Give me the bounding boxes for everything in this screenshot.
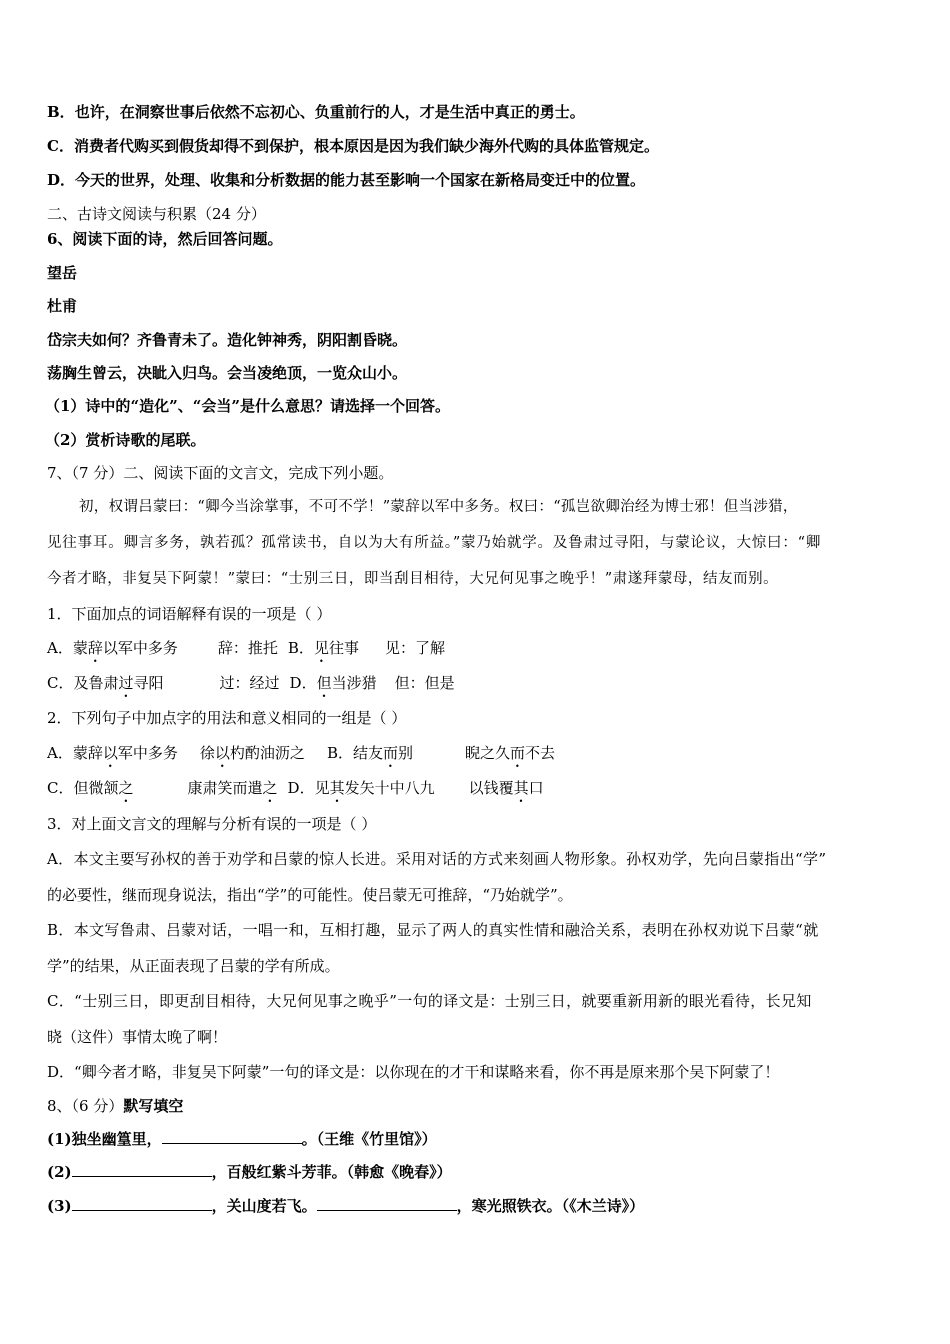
q8-title: 默写填空 bbox=[123, 1097, 184, 1115]
sub2-row2 bbox=[47, 778, 544, 806]
option-label: C． bbox=[47, 137, 74, 155]
dotted-word: 其 bbox=[329, 779, 345, 797]
option-label: A． bbox=[47, 639, 73, 657]
option-label: D． bbox=[289, 674, 317, 692]
option-text: 康肃笑而遣 bbox=[187, 779, 263, 797]
poem-line: 荡胸生曾云，决眦入归鸟。会当凌绝顶，一览众山小。 bbox=[47, 364, 408, 382]
q8-score: 8、（6 分） bbox=[47, 1097, 124, 1115]
passage-line: 见往事耳。卿言多务，孰若孤？孤常读书，自以为大有所益。”蒙乃始就学。及鲁肃过寻阳，与蒙论议，大惊曰：“卿 bbox=[47, 535, 822, 551]
option-label: B． bbox=[326, 744, 353, 762]
q6-prompt: 6、阅读下面的诗，然后回答问题。 bbox=[47, 230, 283, 248]
option-text: 见 bbox=[314, 779, 330, 797]
option-text: 睨之久 bbox=[465, 744, 511, 762]
item-text: 独坐幽篁里， bbox=[71, 1130, 162, 1148]
option-text: 军中多务 bbox=[117, 744, 178, 762]
dotted-word: 而 bbox=[382, 744, 398, 762]
fill-blank[interactable] bbox=[162, 1129, 302, 1144]
item-number: (3) bbox=[47, 1197, 72, 1215]
option-text: 以钱覆 bbox=[468, 779, 514, 797]
dotted-word: 过 bbox=[118, 674, 134, 692]
q5-option-b bbox=[47, 102, 585, 122]
dotted-word: 但 bbox=[316, 674, 332, 692]
q8-item-1 bbox=[47, 1129, 437, 1149]
sub3-option-line: 晓（这件）事情太晚了啊！ bbox=[47, 1028, 228, 1046]
sub3-option-line: C．“士别三日，即更刮目相待，大兄何见事之晚乎”一句的译文是：士别三日，就要重新用新的眼光看待，长兄知 bbox=[47, 992, 812, 1010]
sub3-option-line: D．“卿今者才略，非复吴下阿蒙”一句的译文是：以你现在的才干和谋略来看，你不再是原来那个吴下阿蒙了！ bbox=[47, 1063, 780, 1081]
option-note: 过：经过 bbox=[219, 674, 280, 692]
q8-item-2 bbox=[47, 1162, 452, 1182]
q5-option-c bbox=[47, 136, 659, 156]
option-text: 不去 bbox=[525, 744, 556, 762]
fill-blank[interactable] bbox=[317, 1196, 457, 1211]
sub1-stem: 1．下面加点的词语解释有误的一项是（ ） bbox=[47, 605, 332, 623]
q8-prompt bbox=[47, 1096, 183, 1116]
option-note: 但：但是 bbox=[394, 674, 455, 692]
item-text: ，百般红紫斗芳菲。（韩愈《晚春》） bbox=[211, 1163, 452, 1181]
sub3-option-line: A．本文主要写孙权的善于劝学和吕蒙的惊人长进。采用对话的方式来刻画人物形象。孙权劝学，先向吕蒙指出“学” bbox=[47, 850, 827, 868]
passage-line: 初，权谓吕蒙曰：“卿今当涂掌事，不可不学！”蒙辞以军中多务。权曰：“孤岂欲卿治经为博士邪！但当涉猎， bbox=[79, 499, 798, 515]
q6-question-1: （1）诗中的“造化”、“会当”是什么意思？请选择一个回答。 bbox=[45, 397, 450, 415]
option-note: 辞：推托 bbox=[217, 639, 278, 657]
option-text: 徐 bbox=[199, 744, 215, 762]
option-text: 杓酌油沥之 bbox=[229, 744, 305, 762]
option-text: 往事 bbox=[328, 639, 359, 657]
option-note: 见：了解 bbox=[384, 639, 445, 657]
poem-title: 望岳 bbox=[47, 264, 78, 282]
option-text: 及鲁肃 bbox=[73, 674, 119, 692]
option-text: 蒙 bbox=[72, 639, 88, 657]
q6-question-2: （2）赏析诗歌的尾联。 bbox=[45, 431, 206, 449]
option-text: 口 bbox=[528, 779, 544, 797]
option-text: 别 bbox=[398, 744, 414, 762]
sub3-stem: 3．对上面文言文的理解与分析有误的一项是（ ） bbox=[47, 815, 377, 833]
poem-line: 岱宗夫如何？齐鲁青未了。造化钟神秀，阴阳割昏晓。 bbox=[47, 331, 408, 349]
option-label: B． bbox=[47, 103, 75, 121]
dotted-word: 之 bbox=[118, 779, 134, 797]
option-text: 也许，在洞察世事后依然不忘初心、负重前行的人，才是生活中真正的勇士。 bbox=[74, 103, 585, 121]
fill-blank[interactable] bbox=[72, 1162, 212, 1177]
poem-author: 杜甫 bbox=[47, 297, 78, 315]
dotted-word: 见 bbox=[313, 639, 329, 657]
item-number: (2) bbox=[47, 1163, 72, 1181]
q7-prompt: 7、（7 分）二、阅读下面的文言文，完成下列小题。 bbox=[47, 464, 394, 482]
dotted-word: 其 bbox=[513, 779, 529, 797]
dotted-word: 以 bbox=[214, 744, 230, 762]
option-text: 蒙辞 bbox=[72, 744, 103, 762]
item-text: ，寒光照铁衣。（《木兰诗》） bbox=[456, 1197, 645, 1215]
item-text: ，关山度若飞。 bbox=[211, 1197, 317, 1215]
sub1-row1 bbox=[47, 638, 445, 666]
option-label: B． bbox=[287, 639, 314, 657]
sub2-stem: 2．下列句子中加点字的用法和意义相同的一组是（ ） bbox=[47, 709, 407, 727]
sub3-option-line: 学”的结果，从正面表现了吕蒙的学有所成。 bbox=[47, 957, 340, 975]
section-heading: 二、古诗文阅读与积累（24 分） bbox=[47, 205, 266, 223]
dotted-word: 以 bbox=[102, 744, 118, 762]
item-number: (1) bbox=[47, 1130, 72, 1148]
option-text: 发矢十中八九 bbox=[344, 779, 435, 797]
passage-line: 今者才略，非复吴下阿蒙！”蒙曰：“士别三日，即当刮目相待，大兄何见事之晚乎！”肃遂拜蒙母，结友而别。 bbox=[47, 571, 779, 587]
sub3-option-line: B．本文写鲁肃、吕蒙对话，一唱一和，互相打趣，显示了两人的真实性情和融洽关系，表明在孙权劝说下吕蒙“就 bbox=[47, 921, 819, 939]
dotted-word: 辞 bbox=[87, 639, 103, 657]
dotted-word: 之 bbox=[262, 779, 278, 797]
option-text: 消费者代购买到假货却得不到保护，根本原因是因为我们缺少海外代购的具体监管规定。 bbox=[73, 137, 659, 155]
fill-blank[interactable] bbox=[72, 1196, 212, 1211]
option-label: D． bbox=[287, 779, 315, 797]
option-text: 但微颔 bbox=[73, 779, 119, 797]
option-label: A． bbox=[47, 744, 73, 762]
sub3-option-line: 的必要性，继而现身说法，指出“学”的可能性。使吕蒙无可推辞，“乃始就学”。 bbox=[47, 886, 573, 904]
q8-item-3 bbox=[47, 1196, 644, 1216]
option-text: 寻阳 bbox=[133, 674, 164, 692]
item-text: 。（王维《竹里馆》） bbox=[301, 1130, 437, 1148]
sub2-row1 bbox=[47, 743, 555, 771]
option-label: C． bbox=[47, 674, 74, 692]
q5-option-d bbox=[47, 170, 645, 190]
dotted-word: 而 bbox=[510, 744, 526, 762]
option-text: 以军中多务 bbox=[102, 639, 178, 657]
option-text: 今天的世界，处理、收集和分析数据的能力甚至影响一个国家在新格局变迁中的位置。 bbox=[75, 171, 646, 189]
sub1-row2 bbox=[47, 673, 455, 701]
option-label: C． bbox=[47, 779, 74, 797]
option-text: 结友 bbox=[352, 744, 383, 762]
option-label: D． bbox=[47, 171, 76, 189]
option-text: 当涉猎 bbox=[331, 674, 377, 692]
